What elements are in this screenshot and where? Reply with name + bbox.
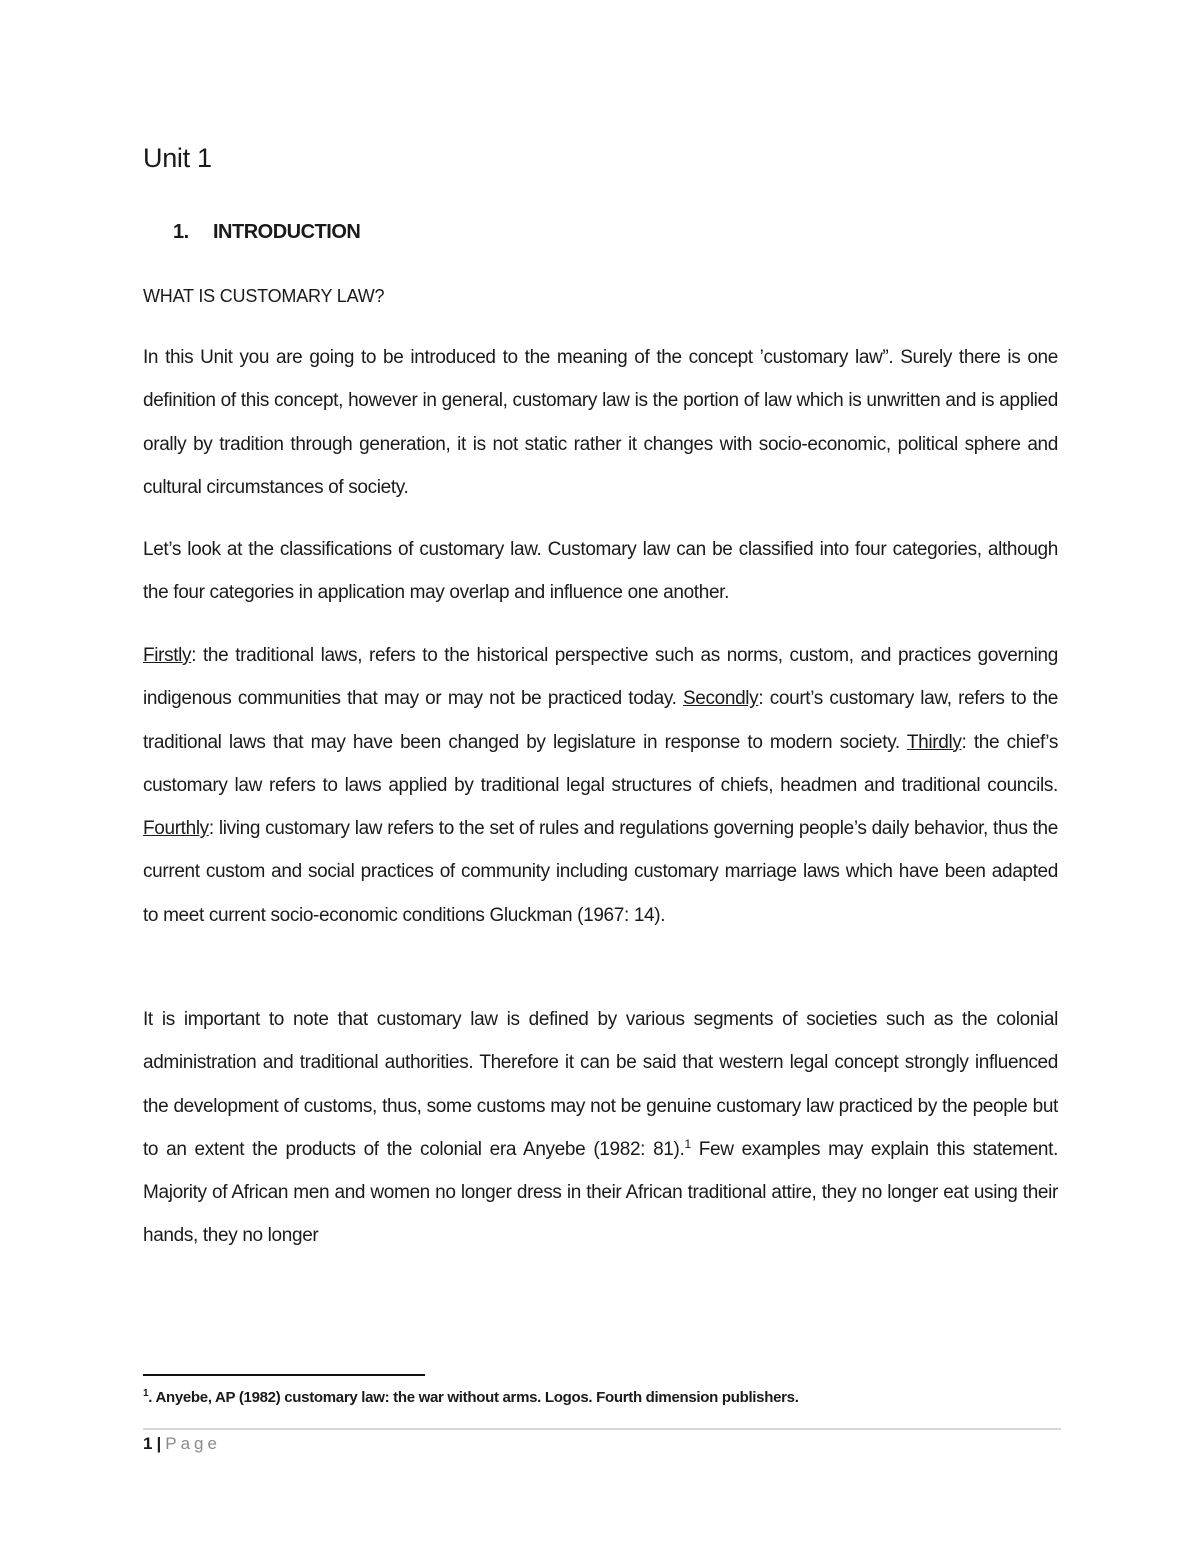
footnote-text: . Anyebe, AP (1982) customary law: the war without arms. Logos. Fourth dimension publishers. xyxy=(148,1389,799,1406)
footer-divider xyxy=(143,1428,1061,1430)
footnote-reference[interactable]: 1 xyxy=(684,1136,691,1151)
page-footer xyxy=(143,1434,221,1454)
text-secondly: : court’s customary law, refers to the traditional laws that may have been changed by legislature in response to modern society. xyxy=(143,688,1058,753)
section-number: 1. xyxy=(173,221,189,243)
text-firstly: : the traditional laws, refers to the historical perspective such as norms, custom, and practices governing indigenous communities that may or may not be practiced today. xyxy=(143,645,1058,710)
paragraph-colonial xyxy=(143,998,1058,1258)
label-secondly: Secondly xyxy=(682,688,759,710)
footnote xyxy=(143,1389,799,1406)
paragraph-categories xyxy=(143,634,1058,937)
unit-title: Unit 1 xyxy=(143,143,212,173)
label-fourthly: Fourthly xyxy=(143,818,209,840)
paragraph-intro: In this Unit you are going to be introduced to the meaning of the concept ’customary law”. Surely there is one definition of this concept, however in general, customary law is the portion of law which is unwritten and is applied orally by tradition through generation, it is not static rather it changes with socio-economic, political sphere and cultural circumstances of society. xyxy=(143,347,1058,498)
page-label: Page xyxy=(165,1434,221,1453)
text-thirdly: : the chief’s customary law refers to laws applied by traditional legal structures of chiefs, headmen and traditional councils. xyxy=(143,731,1058,796)
paragraph-classifications: Let’s look at the classifications of customary law. Customary law can be classified into four categories, although the four categories in application may overlap and influence one another. xyxy=(143,539,1058,604)
text-before-ref: It is important to note that customary law is defined by various segments of societies such as the colonial administration and traditional authorities. Therefore it can be said that western legal concept strongly influenced the development of customs, thus, some customs may not be genuine customary law practiced by the people but to an extent the products of the colonial era Anyebe (1982: 81). xyxy=(143,1009,1058,1160)
text-after-ref: Few examples may explain this statement. Majority of African men and women no longer dress in their African traditional attire, they no longer eat using their hands, they no longer xyxy=(143,1138,1058,1247)
label-firstly: Firstly xyxy=(143,645,192,666)
page-number: 1 xyxy=(143,1434,153,1453)
footnote-marker: 1 xyxy=(143,1388,149,1399)
label-thirdly: Thirdly xyxy=(906,731,962,753)
question-heading: WHAT IS CUSTOMARY LAW? xyxy=(143,286,385,306)
footnote-separator xyxy=(143,1374,425,1376)
footer-separator: | xyxy=(156,1434,162,1453)
text-fourthly: : living customary law refers to the set of rules and regulations governing people’s daily behavior, thus the current custom and social practices of community including customary marriage laws which have been adapted to meet current socio-economic conditions Gluckman (1967: 14). xyxy=(143,818,1058,926)
section-title: INTRODUCTION xyxy=(213,221,361,243)
section-heading xyxy=(173,221,360,244)
